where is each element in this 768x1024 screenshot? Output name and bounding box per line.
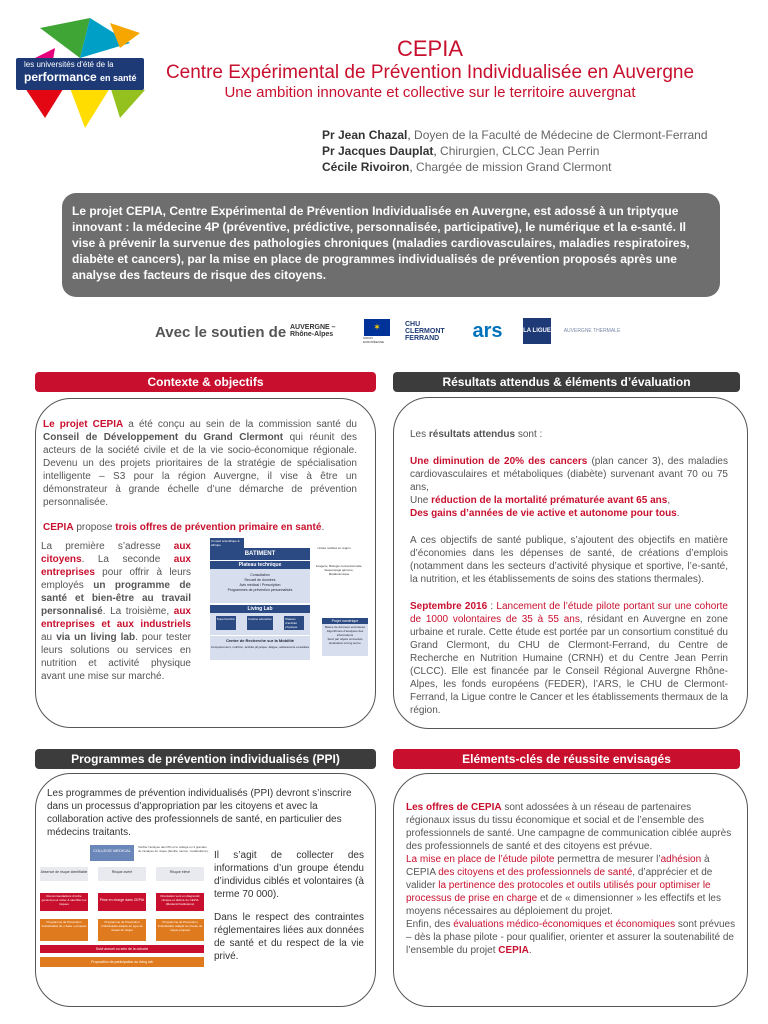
logo-line2: performance <box>24 70 97 84</box>
diagram-centre-sub: Comportement, nutrition, activité physique, fatigue, adolescents et adultes <box>210 645 310 649</box>
diagram-living-item: Supermarché <box>216 616 236 630</box>
partner-region-logo: AUVERGNE – Rhône-Alpes <box>290 324 336 338</box>
diagram-projet-box: Projet numérique Bases de données sécurisées Algorithmes d’analyses des informations Suivi par objets connectés Evaluation à long terme <box>322 618 368 656</box>
support-label: Avec le soutien de <box>155 324 287 341</box>
diagram2-prog-1: Programme de Prévention Individualisé de « base » proposé <box>40 919 88 941</box>
diagram-plateau-title: Plateau technique <box>210 561 310 569</box>
author-2: Pr Jacques Dauplat, Chirurgien, CLCC Jean Perrin <box>322 144 600 158</box>
partner-thermale-logo: AUVERGNE THERMALE <box>563 328 621 334</box>
elements-text: Les offres de CEPIA sont adossées à un réseau de partenaires régionaux issus du tissu économique et social et de l’ensemble des professionnels de santé. Une campagne de communication ciblée auprès des professionnels de santé et des citoyens est prévue. La mise en place de l’étude pilote permettra de mesurer l’adhésion à CEPIA des citoyens et des professionnels de santé, d’apprécier et de valider la pertinence des protocoles et outils utilisés pour optimiser le processus de prise en charge et de « dimensionner » les effectifs et les moyens nécessaires au déploiement du projet. Enfin, des évaluations médico-économiques et économiques sont prévues – dès la phase pilote - pour qualifier, orienter et assurer la soutenabilité de l’ensemble du projet CEPIA. <box>406 802 736 956</box>
diagram-plateau-items: Consultation Recueil de données Avis médical / Prescription Programmes de prévention personnalisés <box>227 573 293 592</box>
programmes-text: Il s’agit de collecter des informations d’un groupe étendu d’individus ciblés et volontaires (à terme 70 000). Dans le respect des contraintes réglementaires liées aux données de santé et du respect de la vie privé. <box>214 850 364 962</box>
eu-flag-icon: ✶ <box>364 319 390 336</box>
intro-box: Le projet CEPIA, Centre Expérimental de Prévention Individualisée en Auvergne, est adossé à un triptyque innovant : la médecine 4P (préventive, prédictive, personnalisée, participative), le numérique et la e-santé. Il vise à prévenir la survenue des pathologies chroniques (maladies cardiovasculaires, maladies respiratoires, diabète et cancers), par la mise en place de programmes individualisés de prévention proposés après une analyse des facteurs de risque des citoyens. <box>62 193 720 297</box>
diagram2-note: Vérifier l’analyse des PID et le collège en 3 grandes de l’analyse du risque (famille, cancer, métabolisme) <box>138 845 208 853</box>
diagram2-prog-2: Programme de Prévention Individualisé adapté au type de niveau de risque <box>98 919 146 941</box>
title-tagline: Une ambition innovante et collective sur le territoire auvergnat <box>224 84 636 101</box>
diagram2-prop: Proposition de participation au living lab <box>40 957 204 967</box>
diagram2-risk-1: Absence de risque identifiable <box>40 867 88 881</box>
title-main: CEPIA <box>396 36 464 61</box>
partner-chu-logo: CHU CLERMONT FERRAND <box>405 320 445 342</box>
ppi-flow-diagram <box>40 845 208 973</box>
diagram2-risk-3: Risque élevé <box>156 867 204 881</box>
author-1: Pr Jean Chazal, Doyen de la Faculté de Médecine de Clermont-Ferrand <box>322 128 708 142</box>
resultats-text: Les résultats attendus sont : Une diminution de 20% des cancers (plan cancer 3), des maladies cardiovasculaires et métaboliques (diabète) survenant avant 70 ou 75 ans, Une réduction de la mortalité prématurée avant 65 ans, Des gains d’années de vie active et autonome pour tous. A ces objectifs de santé publique, s’ajoutent des objectifs en matière d’économies dans les dépenses de santé, de créations d’emplois (notamment dans les secteurs d’activité physique et sportive, l’e-santé, la nutrition, et les établissements de soins des stations thermales). Septembre 2016 : Lancement de l’étude pilote portant sur une cohorte de 1000 volontaires de 35 à 55 ans, résidant en Auvergne en zone urbaine et rurale. Cette étude est portée par un consortium constitué du Grand Clermont, du CHU de Clermont-Ferrand, du Centre de Recherche en Nutrition Humaine (CRNH) et du Centre Jean Perrin (CLCC). Elle est financée par le Conseil Régional Auvergne Rhône-Alpes, les fonds européens (FEDER), l’ARS, le CHU de Clermont-Ferrand, la Ligue contre le Cancer et les établissements thermaux de la région. <box>410 429 728 716</box>
poster-title <box>150 36 710 102</box>
section-contexte-header: Contexte & objectifs <box>35 372 376 392</box>
diagram2-suivi: Suivi annuel ou sein de la cohorte <box>40 945 204 953</box>
logo-line1: les universités d'été de la <box>24 60 114 69</box>
title-sub: Centre Expérimental de Prévention Individualisée en Auvergne <box>165 62 695 83</box>
partner-ligue-logo: LA LIGUE <box>523 318 551 344</box>
author-3: Cécile Rivoiron, Chargée de mission Grand Clermont <box>322 160 612 174</box>
cepia-structure-diagram <box>210 538 370 668</box>
section-programmes-header: Programmes de prévention individualisés (PPI) <box>35 749 376 769</box>
diagram2-mid-3: Orientation vers un diagnostic clinique et délivré du CEPIA (Médecin/Institutions) <box>156 893 204 911</box>
diagram-living-box <box>210 605 310 635</box>
diagram2-mid-1: Recommandations d’ordre général pour éviter & identifier les risques <box>40 893 88 911</box>
partner-eu-logo: ✶ UNION EUROPÉENNE <box>363 318 391 344</box>
contexte-offers-text: La première s’adresse aux citoyens. La seconde aux entreprises pour offrir à leurs employés un programme de santé et bien-être au travail personnalisé. La troisième, aux entreprises et aux industriels au via un living lab. pour tester leurs solutions ou services en nutrition et activité physique avant une mise sur marché. <box>41 541 192 682</box>
programmes-intro: Les programmes de prévention individualisés (PPI) devront s’inscrire dans un processus d’appropriation par les citoyens et avec la collaboration active des professionnels de santé, en particulier des médecins traitants. <box>47 788 352 838</box>
section-resultats-header: Résultats attendus & éléments d’évaluation <box>393 372 740 392</box>
diagram-living-title: Living Lab <box>210 605 310 613</box>
diagram-living-item: Plateau d’activité physique <box>284 616 304 630</box>
diagram2-risk-2: Risque avéré <box>98 867 146 881</box>
partner-ars-logo: ars <box>472 319 503 342</box>
diagram-unites: Unités mobiles en région <box>317 546 351 550</box>
diagram2-prog-3: Programme de Prévention Individualisé adapté au niveau de risque proposé <box>156 919 204 941</box>
authors-list <box>322 127 708 175</box>
section-elements-header: Eléments-clés de réussite envisagés <box>393 749 740 769</box>
diagram2-mid-2: Prise en charge dans CEPIA <box>98 893 146 911</box>
diagram-centre-box <box>210 636 310 660</box>
event-logo <box>10 18 160 128</box>
diagram-centre-title: Centre de Recherche sur la Mobilité <box>225 638 295 643</box>
diagram-living-item: Cuisine éducative <box>247 616 273 630</box>
diagram-plateau-box <box>210 561 310 603</box>
diagram-imagerie: Imagerie, Biologie conventionnelle, Séquençage génome, Métabolomique <box>315 564 363 576</box>
diagram-batiment: BATIMENT <box>210 548 310 560</box>
diagram-tag-conseil: Conseil scientifique & éthique <box>210 538 244 548</box>
contexte-text: Le projet CEPIA a été conçu au sein de la commission santé du Conseil de Développement du Grand Clermont qui réunit des acteurs de la société civile et de la vie socio-économique régionale. Devenu un des projets prioritaires de la stratégie de spécialisation intelligente – S3 pour la région Auvergne, il vise à être un démonstrateur à grande échelle d’une démarche de prévention personnalisée. CEPIA propose trois offres de prévention primaire en santé. <box>43 419 357 533</box>
diagram-projet-title: Projet numérique <box>322 618 368 624</box>
logo-line3: en santé <box>100 73 137 83</box>
diagram2-college: COLLEGE MEDICAL <box>90 845 134 861</box>
